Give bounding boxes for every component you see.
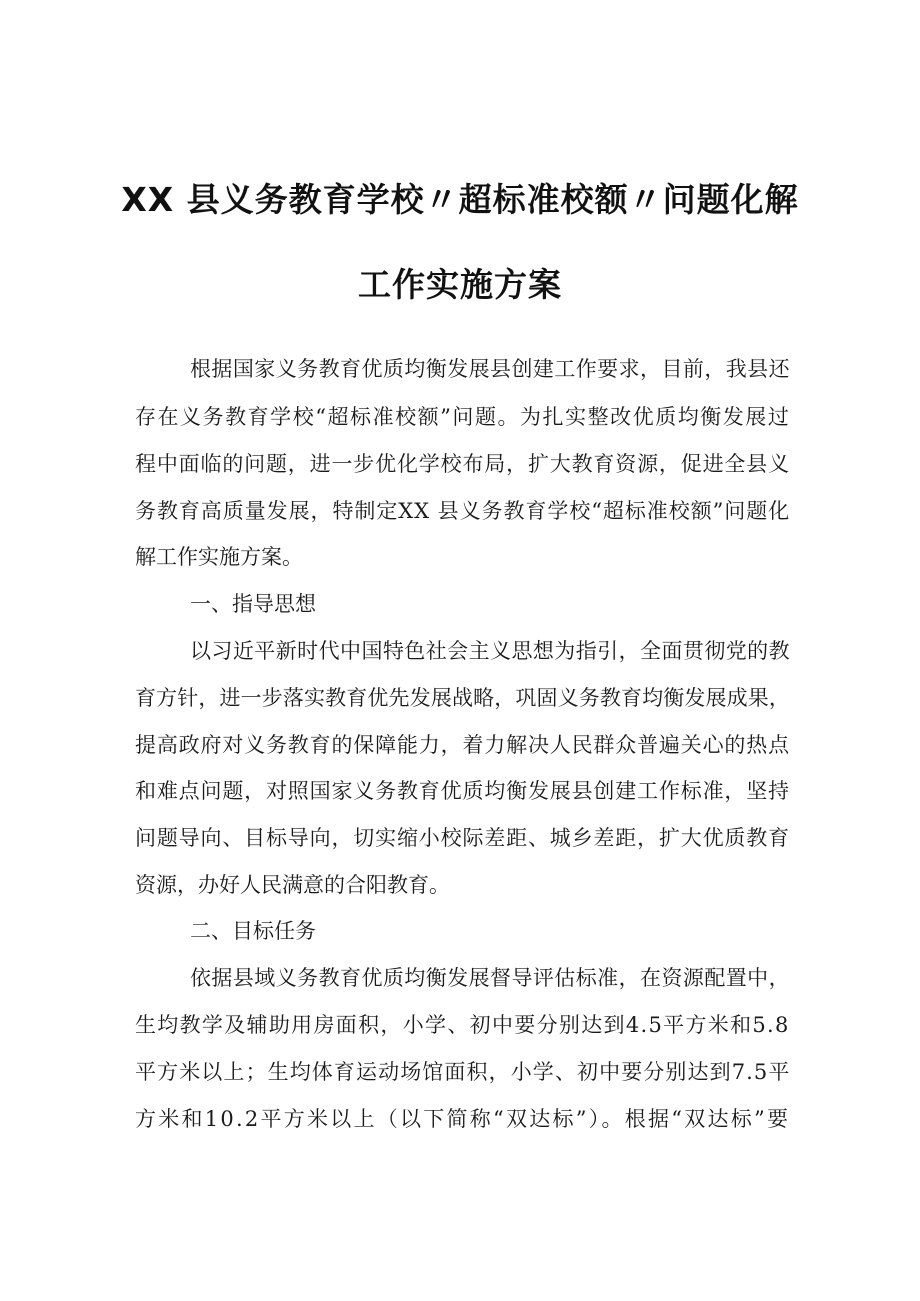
section-1-line: 资源，办好人民满意的合阳教育。 (135, 873, 450, 897)
intro-line: 程中面临的问题，进一步优化学校布局，扩大教育资源，促进全县义 (135, 452, 790, 476)
section-2-line: 依据县域义务教育优质均衡发展督导评估标准，在资源配置中， (190, 966, 791, 990)
section-heading-guiding-ideology: 一、指导思想 (190, 592, 316, 616)
document-title-line-2: 工作实施方案 (358, 265, 562, 304)
intro-line: 存在义务教育学校“超标准校额”问题。为扎实整改优质均衡发展过 (135, 405, 791, 429)
document-title-line-1: XX 县义务教育学校〃超标准校额〃问题化解 (121, 180, 799, 219)
section-2-line: 生均教学及辅助用房面积，小学、初中要分别达到4.5平方米和5.8 (135, 1013, 790, 1037)
section-1-line: 提高政府对义务教育的保障能力，着力解决人民群众普遍关心的热点 (135, 733, 790, 757)
section-heading-goals-tasks: 二、目标任务 (190, 919, 316, 943)
intro-line: 解工作实施方案。 (135, 545, 303, 569)
intro-line: 务教育高质量发展，特制定XX 县义务教育学校“超标准校额”问题化 (135, 499, 791, 523)
section-1-line: 和难点问题，对照国家义务教育优质均衡发展县创建工作标准，坚持 (135, 779, 790, 803)
section-2-line: 平方米以上；生均体育运动场馆面积，小学、初中要分别达到7.5平 (135, 1060, 791, 1084)
intro-line: 根据国家义务教育优质均衡发展县创建工作要求，目前，我县还 (190, 357, 791, 381)
section-1-line: 育方针，进一步落实教育优先发展战略，巩固义务教育均衡发展成果， (135, 686, 791, 710)
section-1-line: 以习近平新时代中国特色社会主义思想为指引，全面贯彻党的教 (190, 639, 791, 663)
section-1-line: 问题导向、目标导向，切实缩小校际差距、城乡差距，扩大优质教育 (135, 826, 790, 850)
section-2-line: 方米和10.2平方米以上（以下简称“双达标”）。根据“双达标”要 (135, 1107, 791, 1131)
